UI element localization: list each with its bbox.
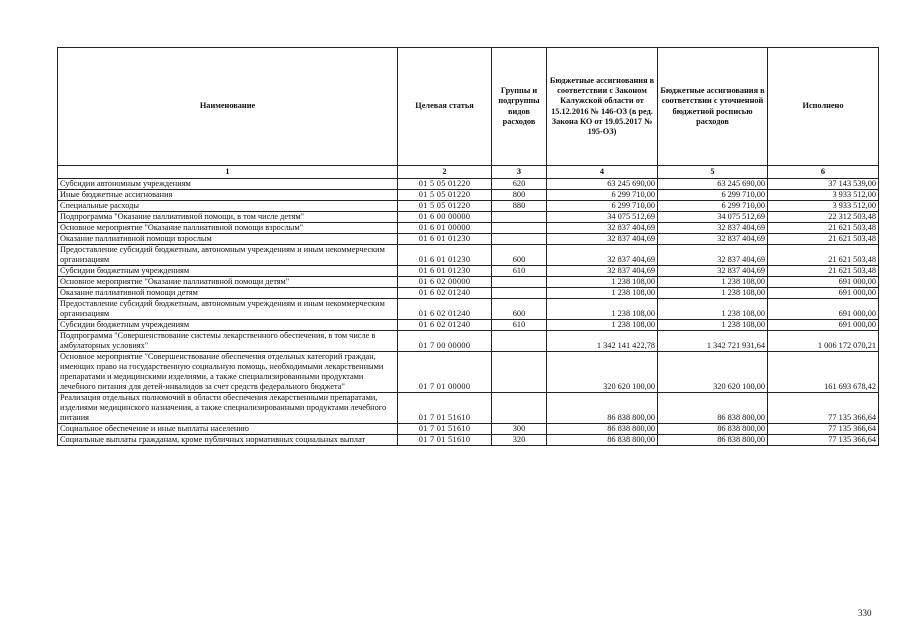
- row-refined-amount: 34 075 512,69: [658, 212, 768, 223]
- page-number: 330: [858, 608, 872, 618]
- row-group-code: [492, 331, 547, 352]
- table-row: [58, 223, 879, 234]
- table-row: [58, 435, 879, 446]
- row-target-code: 01 5 05 01220: [398, 190, 492, 201]
- table-row: [58, 245, 879, 266]
- row-law-amount: 32 837 404,69: [547, 245, 658, 266]
- column-number: 2: [398, 166, 492, 179]
- row-refined-amount: 32 837 404,69: [658, 223, 768, 234]
- row-law-amount: 86 838 800,00: [547, 435, 658, 446]
- row-law-amount: 320 620 100,00: [547, 352, 658, 393]
- column-number: 6: [768, 166, 879, 179]
- row-refined-amount: 32 837 404,69: [658, 266, 768, 277]
- row-group-code: [492, 277, 547, 288]
- row-target-code: 01 7 01 51610: [398, 393, 492, 424]
- row-name: Предоставление субсидий бюджетным, автономным учреждениям и иным некоммерческим организациям: [58, 299, 398, 320]
- row-group-code: [492, 352, 547, 393]
- row-executed-amount: 21 621 503,48: [768, 266, 879, 277]
- row-group-code: 320: [492, 435, 547, 446]
- table-row: [58, 288, 879, 299]
- column-number: 1: [58, 166, 398, 179]
- row-executed-amount: 22 312 503,48: [768, 212, 879, 223]
- row-name: Подпрограмма "Оказание паллиативной помощи, в том числе детям": [58, 212, 398, 223]
- header-target: Целевая статья: [398, 48, 492, 166]
- row-refined-amount: 1 238 108,00: [658, 277, 768, 288]
- budget-table: [57, 47, 879, 446]
- row-target-code: 01 6 00 00000: [398, 212, 492, 223]
- row-executed-amount: 691 000,00: [768, 320, 879, 331]
- table-row: [58, 299, 879, 320]
- row-law-amount: 34 075 512,69: [547, 212, 658, 223]
- budget-table-page: [57, 47, 878, 446]
- header-law: Бюджетные ассигнования в соответствии с Законом Калужской области от 15.12.2016 № 146-ОЗ (в ред. Закона КО от 19.05.2017 № 195-ОЗ): [547, 48, 658, 166]
- row-name: Социальное обеспечение и иные выплаты населению: [58, 424, 398, 435]
- row-name: Реализация отдельных полномочий в области обеспечения лекарственными препаратами, изделиями медицинского назначения, а также специализированными продуктами лечебного питания: [58, 393, 398, 424]
- column-number: 5: [658, 166, 768, 179]
- row-law-amount: 1 238 108,00: [547, 277, 658, 288]
- row-target-code: 01 5 05 01220: [398, 179, 492, 190]
- table-row: [58, 266, 879, 277]
- row-refined-amount: 32 837 404,69: [658, 234, 768, 245]
- row-group-code: [492, 393, 547, 424]
- row-name: Социальные выплаты гражданам, кроме публичных нормативных социальных выплат: [58, 435, 398, 446]
- row-name: Специальные расходы: [58, 201, 398, 212]
- row-executed-amount: 77 135 366,64: [768, 424, 879, 435]
- row-group-code: 300: [492, 424, 547, 435]
- table-row: [58, 179, 879, 190]
- row-name: Субсидии бюджетным учреждениям: [58, 266, 398, 277]
- row-refined-amount: 86 838 800,00: [658, 424, 768, 435]
- table-row: [58, 190, 879, 201]
- row-target-code: 01 6 02 00000: [398, 277, 492, 288]
- row-target-code: 01 6 02 01240: [398, 288, 492, 299]
- row-law-amount: 32 837 404,69: [547, 223, 658, 234]
- row-group-code: 600: [492, 245, 547, 266]
- row-name: Подпрограмма "Совершенствование системы лекарственного обеспечения, в том числе в амбулаторных условиях": [58, 331, 398, 352]
- row-refined-amount: 32 837 404,69: [658, 245, 768, 266]
- row-target-code: 01 6 01 01230: [398, 266, 492, 277]
- row-law-amount: 86 838 800,00: [547, 424, 658, 435]
- row-executed-amount: 77 135 366,64: [768, 393, 879, 424]
- table-row: [58, 424, 879, 435]
- row-name: Оказание паллиативной помощи детям: [58, 288, 398, 299]
- row-law-amount: 32 837 404,69: [547, 266, 658, 277]
- row-group-code: 620: [492, 179, 547, 190]
- row-executed-amount: 691 000,00: [768, 299, 879, 320]
- row-refined-amount: 1 238 108,00: [658, 299, 768, 320]
- table-row: [58, 201, 879, 212]
- row-law-amount: 32 837 404,69: [547, 234, 658, 245]
- row-executed-amount: 3 933 512,00: [768, 190, 879, 201]
- row-target-code: 01 6 01 01230: [398, 234, 492, 245]
- row-group-code: [492, 234, 547, 245]
- row-law-amount: 1 238 108,00: [547, 320, 658, 331]
- row-group-code: [492, 288, 547, 299]
- row-executed-amount: 21 621 503,48: [768, 234, 879, 245]
- row-group-code: 600: [492, 299, 547, 320]
- header-groups: Группы и подгруппы видов расходов: [492, 48, 547, 166]
- row-executed-amount: 691 000,00: [768, 288, 879, 299]
- row-refined-amount: 320 620 100,00: [658, 352, 768, 393]
- row-name: Основное мероприятие "Совершенствование обеспечения отдельных категорий граждан, имеющих право на государственную социальную помощь, необходимыми лекарственными препаратами и медицинскими изделиями, а также специализированными продуктами лечебного питания для детей-инвалидов за счет средств федерального бюджета": [58, 352, 398, 393]
- row-refined-amount: 6 299 710,00: [658, 190, 768, 201]
- row-refined-amount: 86 838 800,00: [658, 435, 768, 446]
- row-target-code: 01 6 02 01240: [398, 299, 492, 320]
- column-number: 3: [492, 166, 547, 179]
- row-target-code: 01 6 02 01240: [398, 320, 492, 331]
- table-row: [58, 277, 879, 288]
- row-executed-amount: 37 143 539,00: [768, 179, 879, 190]
- row-target-code: 01 6 01 00000: [398, 223, 492, 234]
- row-refined-amount: 86 838 800,00: [658, 393, 768, 424]
- row-target-code: 01 7 01 51610: [398, 424, 492, 435]
- row-target-code: 01 5 05 01220: [398, 201, 492, 212]
- row-law-amount: 6 299 710,00: [547, 201, 658, 212]
- row-refined-amount: 1 238 108,00: [658, 288, 768, 299]
- row-group-code: [492, 212, 547, 223]
- row-name: Основное мероприятие "Оказание паллиативной помощи детям": [58, 277, 398, 288]
- row-executed-amount: 77 135 366,64: [768, 435, 879, 446]
- row-executed-amount: 1 006 172 070,21: [768, 331, 879, 352]
- table-row: [58, 212, 879, 223]
- table-row: [58, 393, 879, 424]
- row-name: Иные бюджетные ассигнования: [58, 190, 398, 201]
- row-group-code: [492, 223, 547, 234]
- row-law-amount: 63 245 690,00: [547, 179, 658, 190]
- row-executed-amount: 3 933 512,00: [768, 201, 879, 212]
- column-number-row: [58, 166, 879, 179]
- row-target-code: 01 6 01 01230: [398, 245, 492, 266]
- row-target-code: 01 7 00 00000: [398, 331, 492, 352]
- header-refined: Бюджетные ассигнования в соответствии с уточненной бюджетной росписью расходов: [658, 48, 768, 166]
- row-target-code: 01 7 01 51610: [398, 435, 492, 446]
- row-law-amount: 6 299 710,00: [547, 190, 658, 201]
- row-group-code: 800: [492, 190, 547, 201]
- row-group-code: 610: [492, 320, 547, 331]
- row-name: Основное мероприятие "Оказание паллиативной помощи взрослым": [58, 223, 398, 234]
- row-executed-amount: 21 621 503,48: [768, 223, 879, 234]
- row-group-code: 880: [492, 201, 547, 212]
- row-name: Предоставление субсидий бюджетным, автономным учреждениям и иным некоммерческим организациям: [58, 245, 398, 266]
- row-group-code: 610: [492, 266, 547, 277]
- table-row: [58, 234, 879, 245]
- row-target-code: 01 7 01 00000: [398, 352, 492, 393]
- row-law-amount: 86 838 800,00: [547, 393, 658, 424]
- row-executed-amount: 21 621 503,48: [768, 245, 879, 266]
- row-executed-amount: 161 693 678,42: [768, 352, 879, 393]
- row-name: Оказание паллиативной помощи взрослым: [58, 234, 398, 245]
- table-row: [58, 320, 879, 331]
- row-refined-amount: 1 342 721 931,64: [658, 331, 768, 352]
- row-law-amount: 1 238 108,00: [547, 288, 658, 299]
- row-refined-amount: 63 245 690,00: [658, 179, 768, 190]
- table-body: [58, 179, 879, 446]
- table-row: [58, 331, 879, 352]
- row-name: Субсидии автономным учреждениям: [58, 179, 398, 190]
- header-row: [58, 48, 879, 166]
- row-executed-amount: 691 000,00: [768, 277, 879, 288]
- column-number: 4: [547, 166, 658, 179]
- header-name: Наименование: [58, 48, 398, 166]
- row-law-amount: 1 342 141 422,78: [547, 331, 658, 352]
- row-law-amount: 1 238 108,00: [547, 299, 658, 320]
- row-refined-amount: 1 238 108,00: [658, 320, 768, 331]
- header-executed: Исполнено: [768, 48, 879, 166]
- row-name: Субсидии бюджетным учреждениям: [58, 320, 398, 331]
- row-refined-amount: 6 299 710,00: [658, 201, 768, 212]
- table-row: [58, 352, 879, 393]
